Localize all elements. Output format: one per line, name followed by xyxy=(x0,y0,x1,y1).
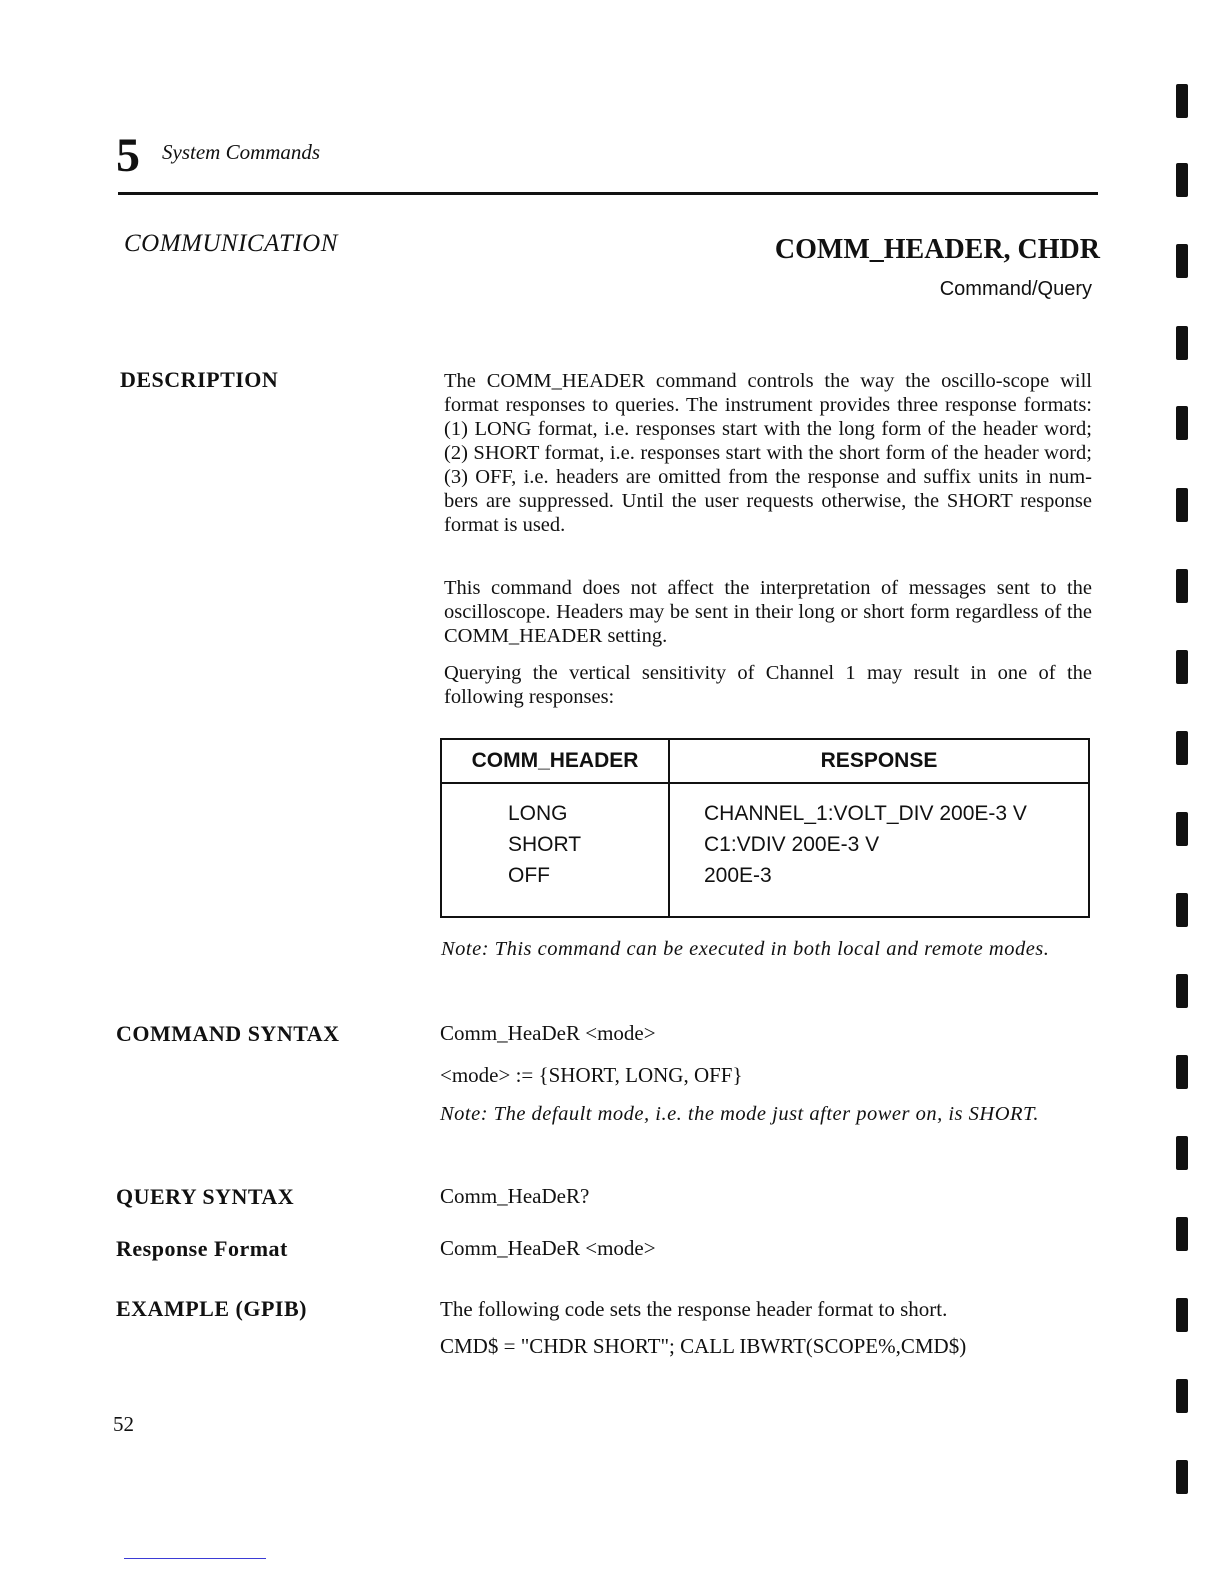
command-title: COMM_HEADER, CHDR xyxy=(774,234,1100,265)
edge-tab-mark xyxy=(1176,812,1188,846)
mode-definition: <mode> := {SHORT, LONG, OFF} xyxy=(440,1063,743,1087)
chapter-number: 5 xyxy=(116,129,140,182)
edge-tab-mark xyxy=(1176,326,1188,360)
query-syntax-label: QUERY SYNTAX xyxy=(116,1184,295,1209)
table-cell: SHORT xyxy=(508,833,582,856)
table-cell-modes xyxy=(441,783,669,917)
description-paragraph-2: This command does not affect the interpretation of messages sent to the oscilloscope. Headers may be sent in their long or short form regardless of the COMM_HEADER setting. xyxy=(444,577,1092,647)
edge-tab-mark xyxy=(1176,731,1188,765)
command-type: Command/Query xyxy=(939,278,1092,300)
table-cell: CHANNEL_1:VOLT_DIV 200E-3 V xyxy=(704,802,1027,825)
description-paragraph-1: The COMM_HEADER command controls the way the oscillo-scope will format responses to queries. The instrument provides three response formats: (1) LONG format, i.e. responses start with the long form of the header word; (2) SHORT format, i.e. responses start with the short form of the header word; (3) OFF, i.e. headers are omitted from the response and suffix units in num-bers are suppressed. Until the user requests otherwise, the SHORT response format is used. xyxy=(444,370,1092,536)
table-header-response xyxy=(669,739,1089,783)
section-title: COMMUNICATION xyxy=(124,230,338,257)
edge-tab-mark xyxy=(1176,1055,1188,1089)
table-body-row xyxy=(441,783,1089,917)
edge-tab-mark xyxy=(1176,488,1188,522)
response-table xyxy=(440,738,1090,918)
example-label: EXAMPLE (GPIB) xyxy=(116,1296,307,1321)
command-syntax-note: Note: The default mode, i.e. the mode just after power on, is SHORT. xyxy=(440,1103,1040,1125)
table-cell: 200E-3 xyxy=(704,864,772,887)
edge-tab-mark xyxy=(1176,1136,1188,1170)
footer-line xyxy=(124,1558,266,1559)
description-paragraph-3: Querying the vertical sensitivity of Channel 1 may result in one of the following responses: xyxy=(444,662,1092,708)
page-number: 52 xyxy=(113,1412,134,1436)
chapter-title: System Commands xyxy=(162,140,321,164)
description-label: DESCRIPTION xyxy=(120,367,279,392)
table-cell: LONG xyxy=(508,802,568,825)
table-cell: OFF xyxy=(508,864,550,887)
edge-tab-mark xyxy=(1176,650,1188,684)
command-syntax-label: COMMAND SYNTAX xyxy=(116,1021,340,1046)
description-note: Note: This command can be executed in both local and remote modes. xyxy=(441,938,1050,960)
header-rule xyxy=(118,192,1098,195)
edge-tab-mark xyxy=(1176,893,1188,927)
query-syntax: Comm_HeaDeR? xyxy=(440,1184,590,1208)
table-header-label: COMM_HEADER xyxy=(471,749,639,772)
edge-tab-mark xyxy=(1176,244,1188,278)
command-syntax: Comm_HeaDeR <mode> xyxy=(440,1021,656,1045)
edge-tab-mark xyxy=(1176,1460,1188,1494)
edge-tab-mark xyxy=(1176,1298,1188,1332)
edge-tab-mark xyxy=(1176,1217,1188,1251)
edge-tab-mark xyxy=(1176,84,1188,118)
edge-tab-mark xyxy=(1176,163,1188,197)
edge-tab-mark xyxy=(1176,974,1188,1008)
response-format: Comm_HeaDeR <mode> xyxy=(440,1236,656,1260)
example-text: The following code sets the response header format to short. xyxy=(440,1297,948,1321)
example-code: CMD$ = "CHDR SHORT"; CALL IBWRT(SCOPE%,CMD$) xyxy=(440,1334,967,1358)
table-header-row xyxy=(441,739,1089,783)
table-header-label: RESPONSE xyxy=(820,749,938,772)
edge-tab-mark xyxy=(1176,569,1188,603)
edge-tab-mark xyxy=(1176,1379,1188,1413)
table-cell: C1:VDIV 200E-3 V xyxy=(704,833,880,856)
response-format-label: Response Format xyxy=(116,1236,288,1261)
table-cell-responses xyxy=(669,783,1089,917)
table-header-comm-header xyxy=(441,739,669,783)
edge-tab-mark xyxy=(1176,406,1188,440)
